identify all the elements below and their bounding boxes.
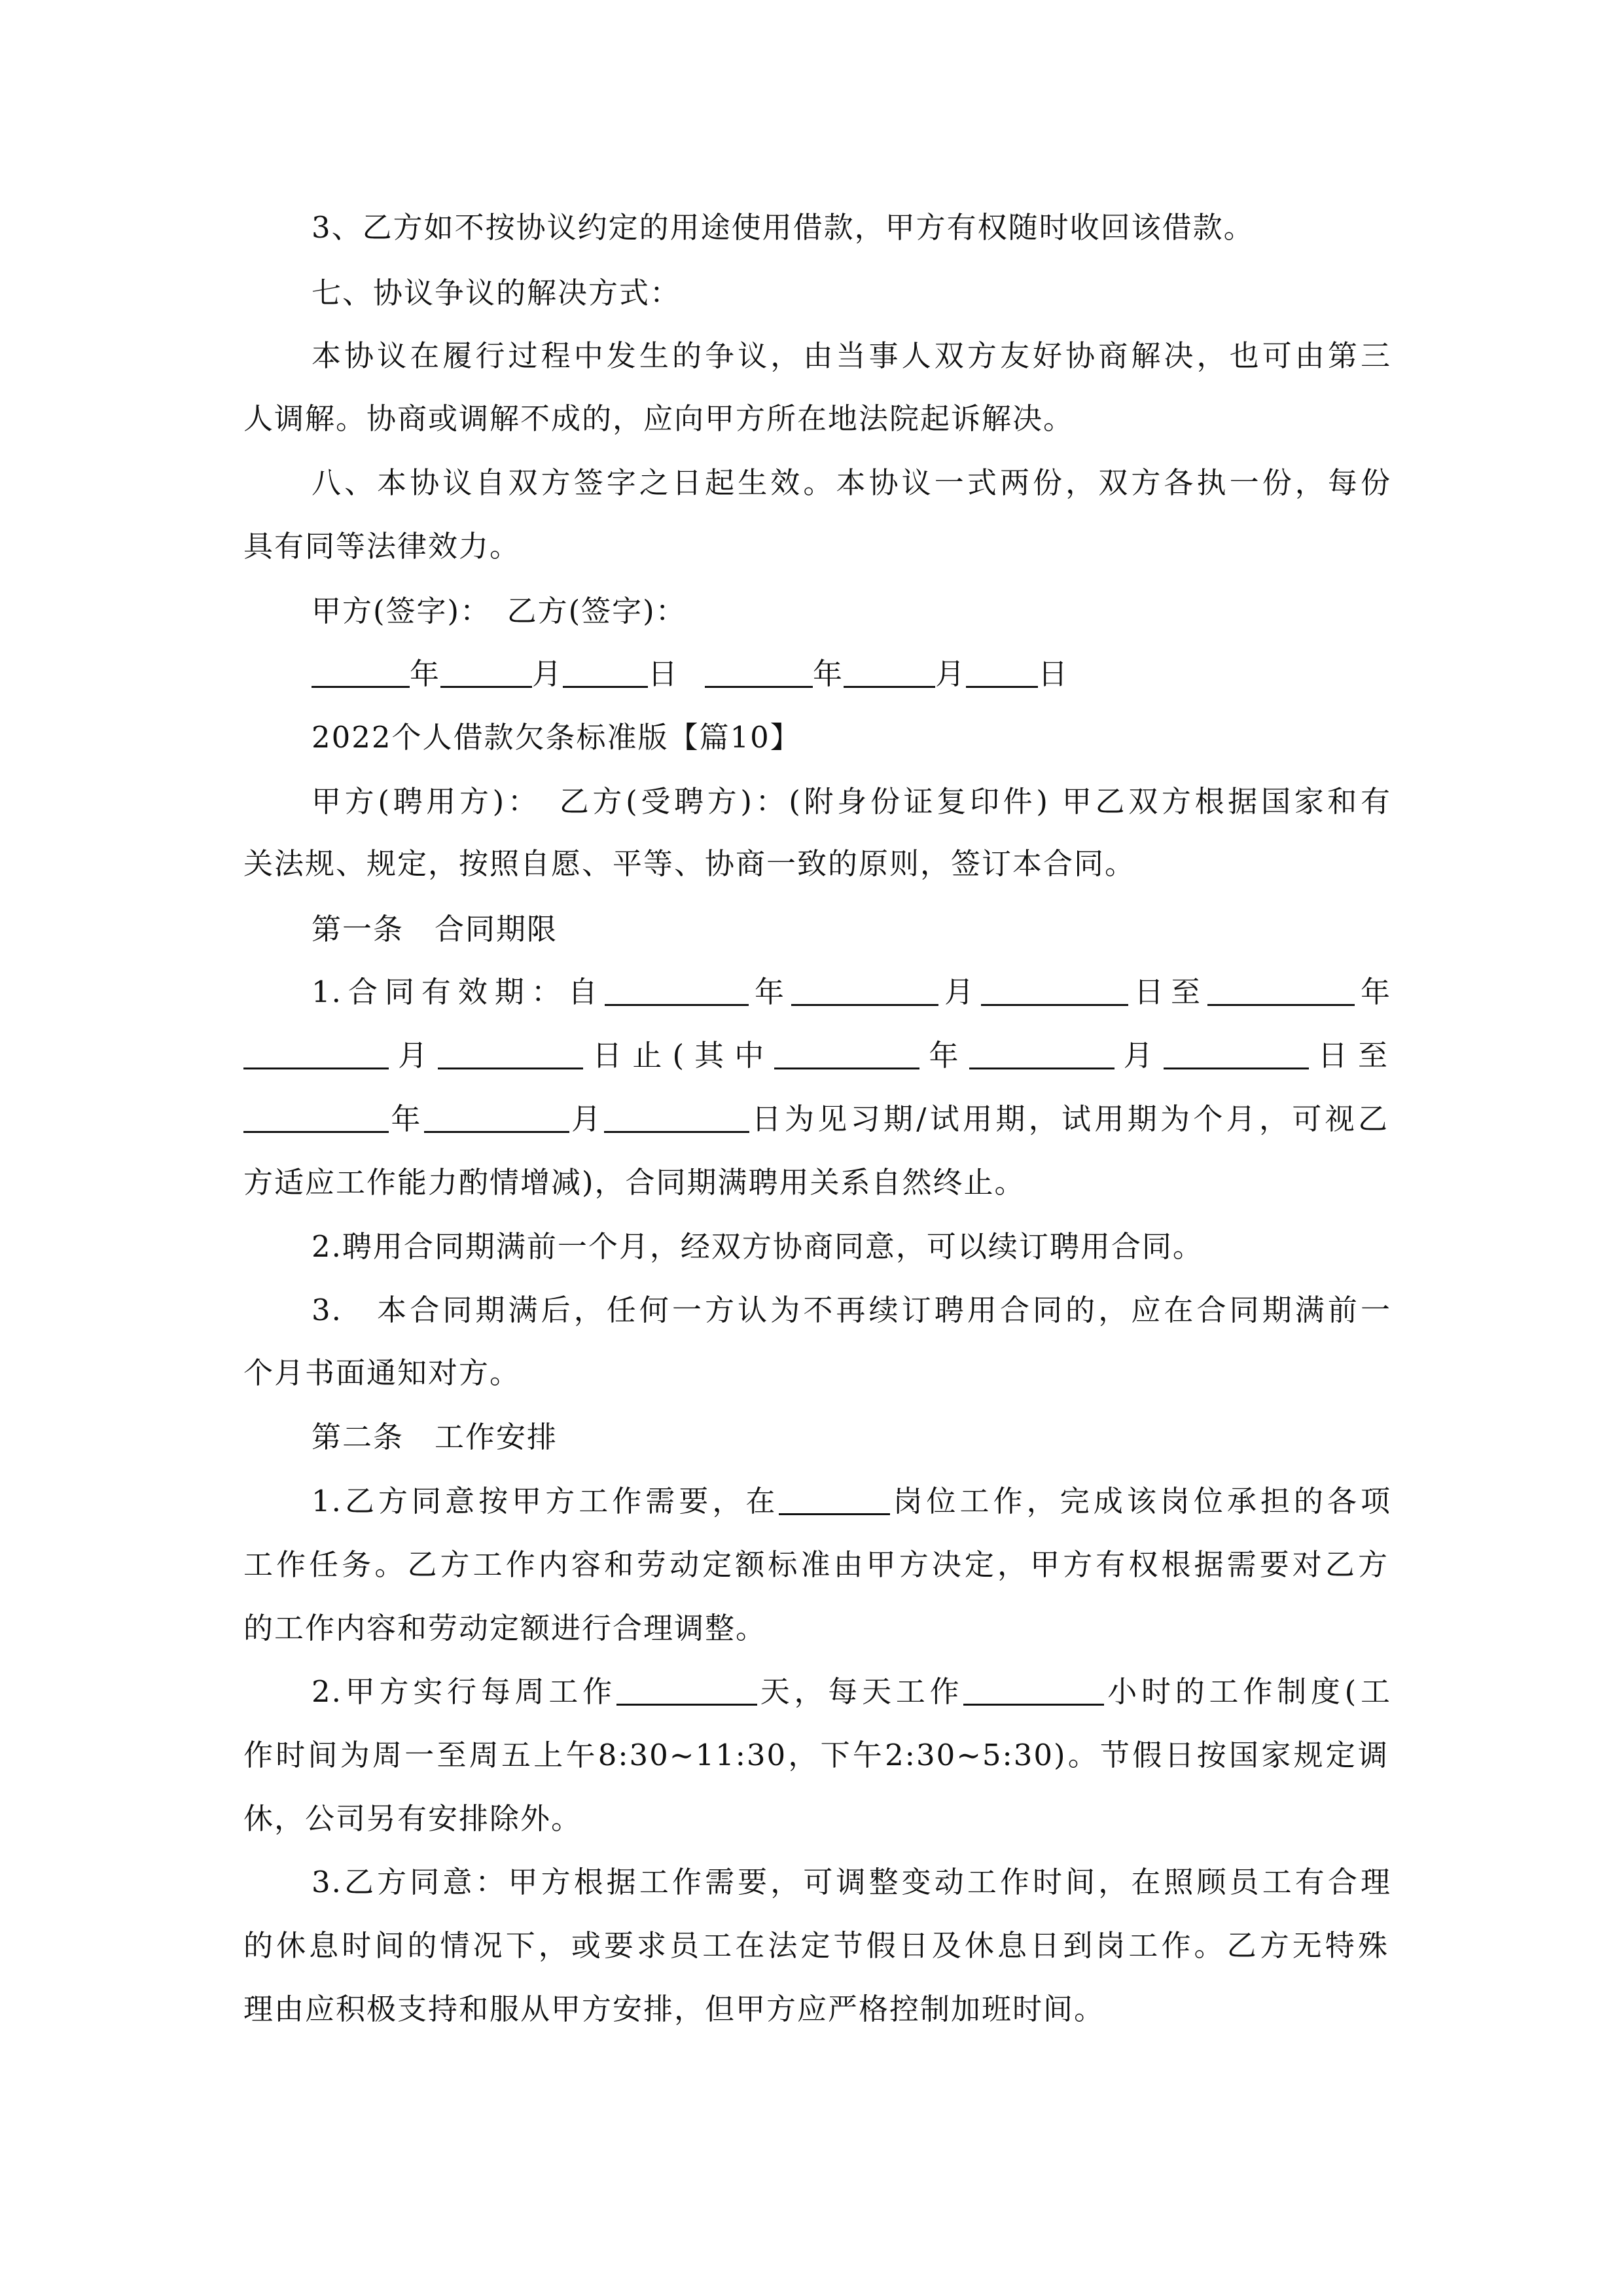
- date-blank: [438, 1039, 583, 1069]
- paragraph-line: 3.乙方同意：甲方根据工作需要，可调整变动工作时间，在照顾员工有合理: [312, 1865, 1391, 1899]
- paragraph-line: 3. 本合同期满后，任何一方认为不再续订聘用合同的，应在合同期满前一: [312, 1293, 1391, 1327]
- paragraph-line: 具有同等法律效力。: [243, 529, 521, 564]
- paragraph-line: 的休息时间的情况下，或要求员工在法定节假日及休息日到岗工作。乙方无特殊: [243, 1928, 1389, 1963]
- date-blank: [1164, 1039, 1309, 1069]
- paragraph-line: 休，公司另有安排除外。: [243, 1801, 582, 1836]
- position-blank: [779, 1484, 890, 1515]
- paragraph-line: 2.聘用合同期满前一个月，经双方协商同意，可以续订聘用合同。: [312, 1229, 1204, 1264]
- contract-term-line: 月 日止(其中 年 月 日至: [243, 1036, 1389, 1075]
- date-unit: 日: [1038, 656, 1069, 691]
- days-blank: [616, 1675, 757, 1706]
- paragraph-line: 理由应积极支持和服从甲方安排，但甲方应严格控制加班时间。: [243, 1992, 1105, 2026]
- date-blank: [605, 975, 749, 1006]
- date-blank: [312, 657, 410, 688]
- date-blank: [969, 1039, 1115, 1069]
- paragraph-line: 关法规、规定，按照自愿、平等、协商一致的原则，签订本合同。: [243, 846, 1136, 881]
- article-heading: 第二条 工作安排: [312, 1420, 558, 1454]
- date-unit: 年: [813, 656, 844, 691]
- date-blank: [424, 1102, 569, 1133]
- paragraph-line: 个月书面通知对方。: [243, 1355, 521, 1390]
- date-blank: [844, 657, 935, 688]
- paragraph-line: 甲方(聘用方)： 乙方(受聘方)：(附身份证复印件) 甲乙双方根据国家和有: [312, 784, 1391, 819]
- date-unit: 年: [410, 656, 441, 691]
- date-unit: 月: [935, 656, 967, 691]
- paragraph-line: 工作任务。乙方工作内容和劳动定额标准由甲方决定，甲方有权根据需要对乙方: [243, 1547, 1389, 1582]
- date-unit: 日: [648, 656, 679, 691]
- paragraph-line: 方适应工作能力酌情增减)，合同期满聘用关系自然终止。: [243, 1165, 1026, 1200]
- date-blank: [774, 1039, 919, 1069]
- date-blank: [243, 1039, 389, 1069]
- section-title: 2022个人借款欠条标准版【篇10】: [312, 720, 801, 755]
- contract-term-line: 1.合同有效期：自 年 月 日至 年: [312, 975, 1391, 1009]
- contract-term-line: 年 月 日为见习期/试用期，试用期为个月，可视乙: [243, 1100, 1389, 1139]
- hours-blank: [963, 1675, 1104, 1706]
- position-line: 1.乙方同意按甲方工作需要，在 岗位工作，完成该岗位承担的各项: [312, 1484, 1391, 1518]
- date-blank: [981, 975, 1128, 1006]
- article-heading: 第一条 合同期限: [312, 912, 558, 946]
- signature-date-line: [312, 655, 1391, 694]
- date-blank: [705, 657, 813, 688]
- signature-labels: 甲方(签字)： 乙方(签字)：: [312, 594, 687, 628]
- paragraph-line: 八、本协议自双方签字之日起生效。本协议一式两份，双方各执一份，每份: [312, 465, 1391, 500]
- paragraph-line: 作时间为周一至周五上午8:30~11:30，下午2:30~5:30)。节假日按国家规定调: [243, 1738, 1389, 1772]
- section-heading: 七、协议争议的解决方式：: [312, 276, 681, 310]
- date-blank: [604, 1102, 749, 1133]
- working-hours-line: 2.甲方实行每周工作 天，每天工作 小时的工作制度(工: [312, 1674, 1391, 1709]
- paragraph-line: 本协议在履行过程中发生的争议，由当事人双方友好协商解决，也可由第三: [312, 338, 1391, 373]
- date-blank: [791, 975, 938, 1006]
- date-blank: [1207, 975, 1355, 1006]
- date-blank: [563, 657, 648, 688]
- paragraph-line: 3、乙方如不按协议约定的用途使用借款，甲方有权随时收回该借款。: [312, 210, 1255, 245]
- date-blank: [440, 657, 532, 688]
- paragraph-line: 的工作内容和劳动定额进行合理调整。: [243, 1611, 767, 1645]
- paragraph-line: 人调解。协商或调解不成的，应向甲方所在地法院起诉解决。: [243, 401, 1075, 436]
- date-blank: [966, 657, 1038, 688]
- date-unit: 月: [532, 656, 563, 691]
- date-blank: [243, 1102, 389, 1133]
